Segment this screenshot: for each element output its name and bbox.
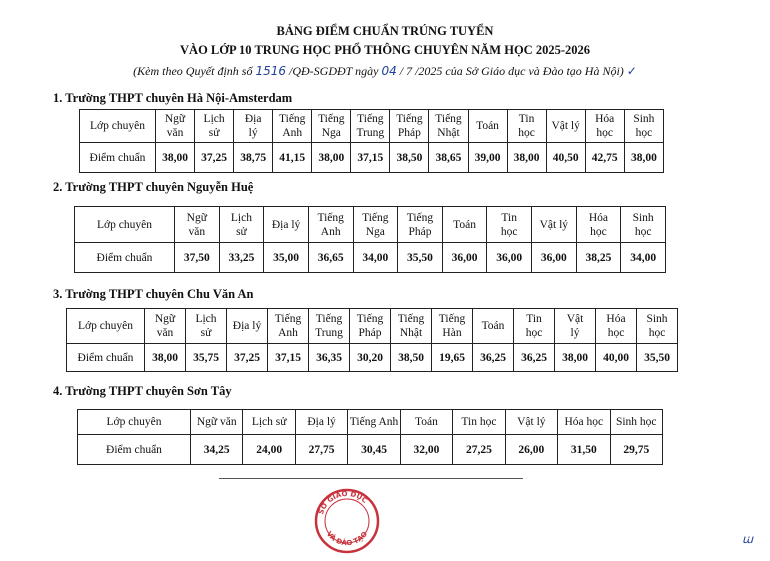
subject-word-2: Nga — [321, 127, 341, 139]
subject-word-2: lý — [248, 127, 258, 139]
subject-word-1: Tiếng — [397, 313, 425, 325]
subject-word-2: học — [518, 127, 535, 139]
subject-word-1: Lịch — [195, 313, 217, 325]
subject-header — [227, 309, 268, 344]
subject-word-1: Toán — [476, 120, 499, 132]
subject-header — [473, 309, 514, 344]
subject-header — [351, 110, 390, 143]
subject-word-1: Tiếng — [438, 313, 466, 325]
subject-word-1: Ngữ — [164, 113, 186, 125]
score-label: Điểm chuẩn — [80, 143, 156, 173]
subject-header — [546, 110, 585, 143]
subject-word-2: văn — [188, 225, 206, 238]
subject-word-1: Tiếng — [274, 313, 302, 325]
score-cell: 35,00 — [264, 243, 309, 273]
score-cell: 24,00 — [243, 435, 295, 465]
subject-row — [75, 207, 666, 243]
score-cell: 39,00 — [468, 143, 507, 173]
score-cell: 37,25 — [195, 143, 234, 173]
subject-word-1: Toán — [415, 416, 438, 428]
subject-header — [145, 309, 186, 344]
score-table-4 — [77, 409, 663, 465]
doc-title-line1: BẢNG ĐIỂM CHUẨN TRÚNG TUYỂN — [276, 24, 494, 38]
subject-word-1: Tiếng — [279, 113, 306, 125]
subject-word-1: Tin học — [461, 416, 497, 428]
subject-header — [353, 207, 398, 243]
subject-word-1: Toán — [453, 218, 476, 231]
score-cell: 37,50 — [175, 243, 220, 273]
subject-header — [391, 309, 432, 344]
subject-word-1: Tiếng — [315, 313, 343, 325]
subject-word-1: Tin — [518, 113, 535, 125]
score-cell: 38,50 — [390, 143, 429, 173]
subject-word-2: lý — [570, 327, 580, 339]
decision-number: 1516 — [255, 64, 286, 78]
subject-word-2: học — [635, 127, 653, 139]
subject-header — [468, 110, 507, 143]
subject-header — [585, 110, 624, 143]
subject-word-1: Tiếng Anh — [349, 416, 399, 428]
subject-header — [514, 309, 555, 344]
subject-header — [273, 110, 312, 143]
score-cell: 36,00 — [532, 243, 577, 273]
subject-word-1: Tiếng — [356, 313, 384, 325]
subject-word-1: Địa lý — [307, 416, 336, 428]
score-cell: 26,00 — [505, 435, 557, 465]
score-cell: 37,15 — [351, 143, 390, 173]
score-cell: 19,65 — [432, 344, 473, 372]
corner-handwritten-mark: ꭐ — [742, 532, 754, 546]
seal-text-bottom: VÀ ĐÀO TẠO — [324, 530, 370, 548]
signature-divider — [219, 478, 523, 479]
score-cell: 38,00 — [624, 143, 663, 173]
subject-header — [350, 309, 391, 344]
subject-word-1: Sinh học — [615, 416, 657, 428]
row-label: Lớp chuyên — [75, 207, 175, 243]
subject-header — [505, 410, 557, 435]
score-cell: 38,75 — [234, 143, 273, 173]
score-cell: 36,35 — [309, 344, 350, 372]
subject-word-1: Vật — [566, 313, 584, 325]
subject-word-2: học — [596, 127, 614, 139]
subject-word-1: Tin — [526, 313, 542, 325]
subtitle-mid2: / 7 /2025 của Sở Giáo dục và Đào tạo Hà Nội) — [399, 64, 624, 78]
subject-word-2: Pháp — [358, 327, 382, 339]
score-cell: 36,25 — [473, 344, 514, 372]
svg-text:VÀ ĐÀO TẠO — [325, 530, 369, 547]
subject-word-1: Hóa — [595, 113, 615, 125]
subject-word-2: Pháp — [408, 225, 432, 238]
subject-header — [191, 410, 243, 435]
subject-word-2: Nga — [365, 225, 385, 238]
subject-header — [429, 110, 468, 143]
score-cell: 38,50 — [391, 344, 432, 372]
subject-header — [175, 207, 220, 243]
subject-word-1: Sinh — [632, 211, 654, 224]
subject-header — [453, 410, 505, 435]
subject-header — [442, 207, 487, 243]
subject-header — [348, 410, 400, 435]
subject-word-1: Vật lý — [539, 218, 569, 231]
score-cell: 37,25 — [227, 344, 268, 372]
school-heading-3: 3. Trường THPT chuyên Chu Văn An — [53, 287, 254, 301]
score-table-1 — [79, 109, 664, 173]
subject-word-1: Sinh — [633, 113, 655, 125]
subject-row — [78, 410, 663, 435]
subject-header — [234, 110, 273, 143]
subject-word-2: Hàn — [442, 327, 462, 339]
score-cell: 36,00 — [442, 243, 487, 273]
score-cell: 40,50 — [546, 143, 585, 173]
score-cell: 42,75 — [585, 143, 624, 173]
subject-header — [624, 110, 663, 143]
subject-word-1: Tiếng — [435, 113, 462, 125]
subject-word-1: Sinh — [646, 313, 668, 325]
subject-header — [576, 207, 621, 243]
subtitle-prefix: (Kèm theo Quyết định số — [133, 64, 253, 78]
subject-row — [67, 309, 678, 344]
subject-header — [308, 207, 353, 243]
subject-header — [400, 410, 452, 435]
subject-header — [390, 110, 429, 143]
score-cell: 30,45 — [348, 435, 400, 465]
score-cell: 38,00 — [555, 344, 596, 372]
subject-word-2: học — [525, 327, 543, 339]
subject-word-2: sử — [236, 225, 247, 238]
subject-header — [637, 309, 678, 344]
subject-header — [558, 410, 610, 435]
school-heading-1: 1. Trường THPT chuyên Hà Nội-Amsterdam — [53, 91, 293, 105]
score-cell: 34,00 — [621, 243, 666, 273]
subject-word-1: Tiếng — [317, 211, 344, 224]
school-heading-4: 4. Trường THPT chuyên Sơn Tây — [53, 384, 232, 398]
doc-title-line2: VÀO LỚP 10 TRUNG HỌC PHỔ THÔNG CHUYÊN NĂM HỌC 2025-2026 — [180, 43, 590, 57]
score-cell: 41,15 — [273, 143, 312, 173]
subject-header — [264, 207, 309, 243]
score-cell: 32,00 — [400, 435, 452, 465]
subject-word-2: học — [607, 327, 625, 339]
subject-header — [312, 110, 351, 143]
subject-header — [295, 410, 347, 435]
subject-header — [532, 207, 577, 243]
subject-header — [195, 110, 234, 143]
score-cell: 38,25 — [576, 243, 621, 273]
score-label: Điểm chuẩn — [75, 243, 175, 273]
subject-header — [487, 207, 532, 243]
score-row — [75, 243, 666, 273]
score-cell: 29,75 — [610, 435, 663, 465]
score-cell: 30,20 — [350, 344, 391, 372]
subject-header — [610, 410, 663, 435]
subject-word-1: Hóa — [606, 313, 626, 325]
score-row — [78, 435, 663, 465]
subject-word-2: học — [500, 225, 518, 238]
decision-day: 04 — [381, 64, 397, 78]
score-cell: 33,25 — [219, 243, 264, 273]
seal-text-top: SỞ GIÁO DỤC — [317, 489, 369, 516]
subject-word-1: Tin — [501, 211, 517, 224]
subject-word-1: Hóa học — [564, 416, 604, 428]
score-cell: 36,00 — [487, 243, 532, 273]
subject-header — [219, 207, 264, 243]
subject-word-1: Địa — [244, 113, 262, 125]
score-cell: 31,50 — [558, 435, 610, 465]
doc-subtitle — [0, 64, 770, 79]
subject-word-2: văn — [156, 327, 174, 339]
initial-mark: ✓ — [626, 64, 637, 78]
subject-word-1: Lịch — [203, 113, 225, 125]
subject-word-2: Trung — [315, 327, 343, 339]
subject-word-2: văn — [166, 127, 184, 139]
subject-word-1: Vật lý — [517, 416, 546, 428]
school-heading-2: 2. Trường THPT chuyên Nguyễn Huệ — [53, 180, 254, 194]
subject-word-2: học — [634, 225, 652, 238]
subject-header — [309, 309, 350, 344]
subject-word-1: Địa lý — [232, 320, 262, 332]
subject-word-2: Anh — [278, 327, 298, 339]
subject-word-2: Pháp — [397, 127, 421, 139]
subject-header — [621, 207, 666, 243]
score-cell: 38,00 — [312, 143, 351, 173]
score-cell: 35,50 — [637, 344, 678, 372]
subject-word-2: Anh — [282, 127, 303, 139]
subject-header — [507, 110, 546, 143]
subject-word-1: Tiếng — [362, 211, 389, 224]
score-cell: 35,50 — [398, 243, 443, 273]
subject-word-1: Ngữ — [186, 211, 207, 224]
score-label: Điểm chuẩn — [78, 435, 191, 465]
score-cell: 38,00 — [145, 344, 186, 372]
row-label: Lớp chuyên — [80, 110, 156, 143]
subject-word-2: Trung — [356, 127, 385, 139]
score-cell: 38,65 — [429, 143, 468, 173]
subject-header — [596, 309, 637, 344]
subject-word-1: Hóa — [588, 211, 609, 224]
subtitle-mid1: /QĐ-SGDĐT ngày — [289, 64, 379, 78]
subject-word-1: Lịch sử — [251, 416, 287, 428]
subject-header — [243, 410, 295, 435]
subject-word-2: Anh — [320, 225, 341, 238]
subject-header — [186, 309, 227, 344]
score-cell: 34,25 — [191, 435, 243, 465]
subject-header — [432, 309, 473, 344]
score-cell: 27,25 — [453, 435, 505, 465]
subject-word-2: sử — [208, 127, 220, 139]
score-cell: 35,75 — [186, 344, 227, 372]
score-cell: 36,25 — [514, 344, 555, 372]
subject-word-2: Nhật — [437, 127, 460, 139]
score-table-3 — [66, 308, 678, 372]
subject-word-1: Tiếng — [396, 113, 423, 125]
subject-word-1: Ngữ — [154, 313, 176, 325]
subject-header — [156, 110, 195, 143]
subject-header — [555, 309, 596, 344]
score-row — [80, 143, 664, 173]
subject-header — [268, 309, 309, 344]
subject-word-1: Tiếng — [406, 211, 434, 224]
score-table-2 — [74, 206, 666, 273]
score-cell: 37,15 — [268, 344, 309, 372]
score-cell: 27,75 — [295, 435, 347, 465]
subject-word-2: học — [648, 327, 666, 339]
score-row — [67, 344, 678, 372]
score-cell: 38,00 — [156, 143, 195, 173]
subject-row — [80, 110, 664, 143]
subject-word-2: Nhật — [399, 327, 423, 339]
row-label: Lớp chuyên — [67, 309, 145, 344]
score-cell: 34,00 — [353, 243, 398, 273]
subject-word-1: Toán — [481, 320, 505, 332]
subject-header — [398, 207, 443, 243]
subject-word-1: Vật lý — [551, 120, 580, 132]
subject-word-2: học — [590, 225, 607, 238]
score-cell: 38,00 — [507, 143, 546, 173]
subject-word-1: Ngữ văn — [196, 416, 237, 428]
score-cell: 40,00 — [596, 344, 637, 372]
score-label: Điểm chuẩn — [67, 344, 145, 372]
svg-text:SỞ GIÁO DỤC — [317, 490, 369, 516]
subject-word-1: Lịch — [230, 211, 252, 224]
subject-word-1: Tiếng — [357, 113, 384, 125]
subject-word-2: sử — [200, 327, 212, 339]
score-cell: 36,65 — [308, 243, 353, 273]
subject-word-1: Địa lý — [271, 218, 301, 231]
subject-word-1: Tiếng — [318, 113, 345, 125]
row-label: Lớp chuyên — [78, 410, 191, 435]
